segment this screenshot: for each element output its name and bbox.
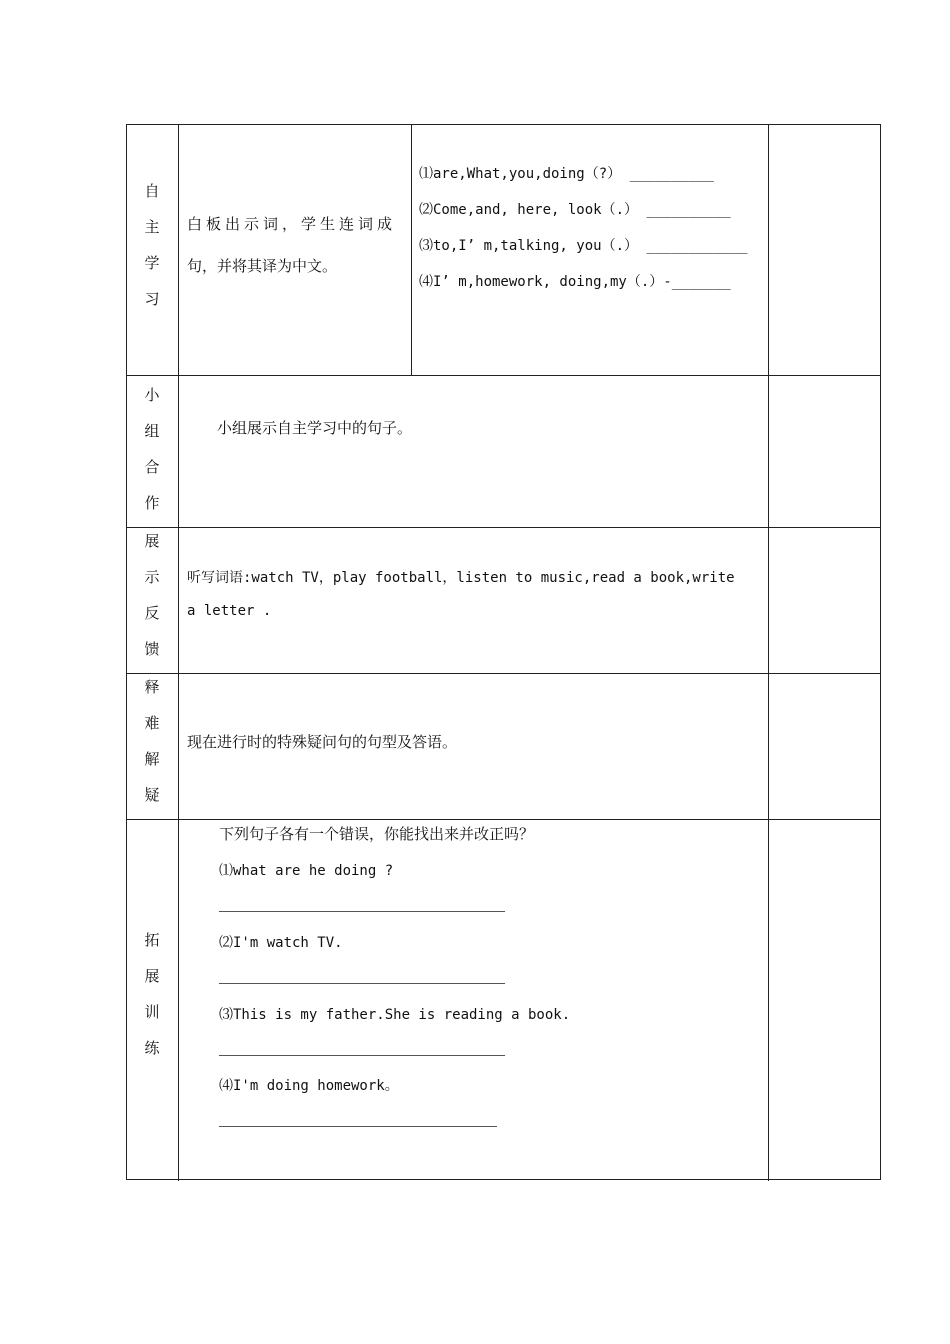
row-label-group-work xyxy=(127,377,177,521)
activity-text-line2: 句，并将其译为中文。 xyxy=(187,257,338,275)
label-char: 主 xyxy=(144,218,160,236)
column-divider xyxy=(178,125,179,1181)
exercise-item: ⑴are,What,you,doing（?） __________ xyxy=(419,166,714,182)
answer-line xyxy=(219,983,505,984)
row-label-explain xyxy=(127,669,177,813)
column-divider xyxy=(411,125,412,375)
dictation-text-line1: 听写词语:watch TV，play football，listen to music,read a book,write xyxy=(187,570,735,586)
extension-item: ⑷I'm doing homework。 xyxy=(219,1078,399,1094)
label-char: 训 xyxy=(144,1003,160,1021)
exercise-item: ⑶to,I’ m,talking, you（.） ____________ xyxy=(419,238,748,254)
group-work-text: 小组展示自主学习中的句子。 xyxy=(217,419,413,437)
activity-text-line1: 白板出示词，学生连词成 xyxy=(187,215,397,233)
answer-line xyxy=(219,911,505,912)
label-char: 示 xyxy=(144,568,160,586)
column-divider xyxy=(768,125,769,1181)
label-char: 解 xyxy=(144,750,160,768)
dictation-text-line2: a letter . xyxy=(187,603,272,619)
label-char: 学 xyxy=(144,254,160,272)
label-char: 拓 xyxy=(144,931,160,949)
label-char: 展 xyxy=(144,532,160,550)
extension-item: ⑶This is my father.She is reading a book. xyxy=(219,1007,571,1023)
extension-item: ⑵I'm watch TV. xyxy=(219,935,343,951)
label-char: 展 xyxy=(144,967,160,985)
answer-line xyxy=(219,1126,497,1127)
label-char: 作 xyxy=(144,494,160,512)
extension-instruction: 下列句子各有一个错误，你能找出来并改正吗？ xyxy=(219,825,535,843)
label-char: 练 xyxy=(144,1039,160,1057)
label-char: 合 xyxy=(144,458,160,476)
extension-item: ⑴what are he doing ? xyxy=(219,863,394,879)
exercise-item: ⑷I’ m,homework, doing,my（.）-_______ xyxy=(419,274,731,290)
exercise-item: ⑵Come,and, here, look（.） __________ xyxy=(419,202,731,218)
label-char: 小 xyxy=(144,386,160,404)
lesson-table xyxy=(126,124,881,1180)
answer-line xyxy=(219,1055,505,1056)
label-char: 馈 xyxy=(144,640,160,658)
label-char: 释 xyxy=(144,678,160,696)
label-char: 组 xyxy=(144,422,160,440)
row-label-self-study xyxy=(127,173,177,317)
label-char: 疑 xyxy=(144,786,160,804)
label-char: 难 xyxy=(144,714,160,732)
row-label-extension xyxy=(127,922,177,1066)
explain-text: 现在进行时的特殊疑问句的句型及答语。 xyxy=(187,733,458,751)
label-char: 反 xyxy=(144,604,160,622)
row-label-feedback xyxy=(127,523,177,667)
label-char: 自 xyxy=(144,182,160,200)
label-char: 习 xyxy=(144,290,160,308)
